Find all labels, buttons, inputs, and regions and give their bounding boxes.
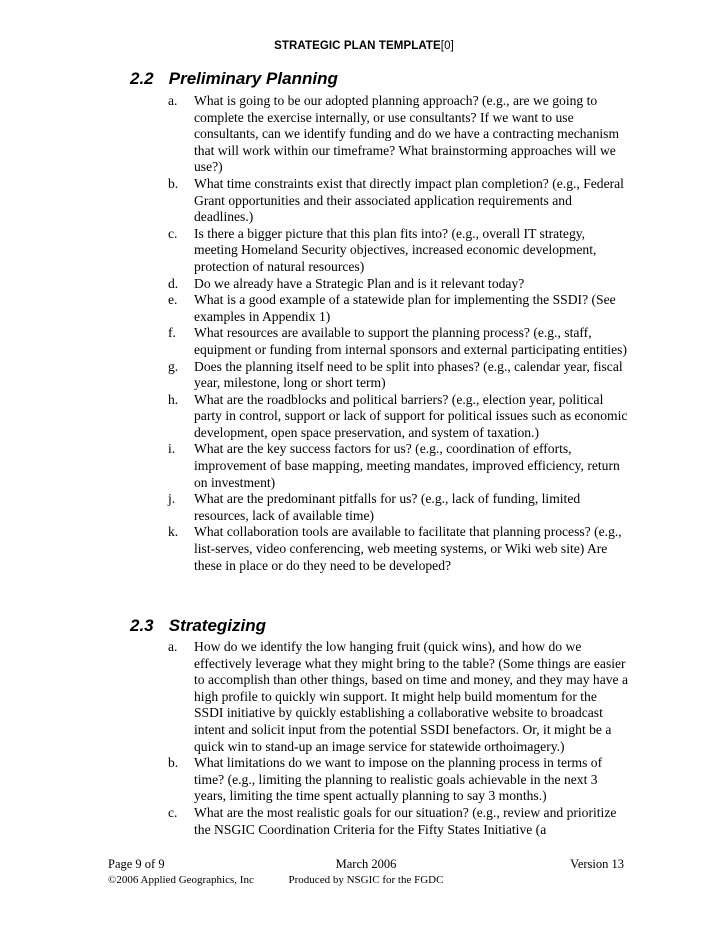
list-marker: f. xyxy=(168,325,176,341)
strategizing-list xyxy=(168,639,628,838)
list-marker: a. xyxy=(168,93,178,108)
list-marker: d. xyxy=(168,275,179,291)
list-item xyxy=(168,805,628,838)
list-item-text: What limitations do we want to impose on the planning process in terms of time? (e.g., limiting the planning to realistic goals achievable in the next 3 years, limiting the time spent actually planning to say 3 months.) xyxy=(194,755,603,804)
footer-date: March 2006 xyxy=(335,857,397,871)
list-item-text: What are the roadblocks and political barriers? (e.g., election year, political party in control, support or lack of support for political issues such as economic development, open space preservation, and system of taxation.) xyxy=(194,391,628,440)
list-marker: c. xyxy=(168,804,178,820)
section-heading-strategizing xyxy=(130,616,266,636)
list-item xyxy=(168,392,628,442)
list-item xyxy=(168,276,628,293)
list-item xyxy=(168,226,628,276)
list-item xyxy=(168,359,628,392)
list-marker: e. xyxy=(168,292,178,308)
list-marker: b. xyxy=(168,755,179,771)
list-item-text: Do we already have a Strategic Plan and is it relevant today? xyxy=(194,275,525,291)
list-item xyxy=(168,491,628,524)
list-item-text: What are the most realistic goals for our situation? (e.g., review and prioritize the NSGIC Coordination Criteria for the Fifty States Initiative (a xyxy=(194,804,617,837)
list-item-text: How do we identify the low hanging fruit (quick wins), and how do we effectively leverage what they might bring to the table? (Some things are easier to accomplish than other things, based on time and money, and they may have a high profile to quickly win support. It might help build momentum for the SSDI initiative by quickly establishing a collaborative website to broadcast intent and solicit input from the potential SSDI benefactors. Or, it might be a quick win to stand-up an image service for statewide orthoimagery.) xyxy=(194,639,629,754)
list-item xyxy=(168,325,628,358)
list-item-text: What collaboration tools are available to facilitate that planning process? (e.g., list-serves, video conferencing, web meeting systems, or Wiki web site) Are these in place or do they need to be developed? xyxy=(194,524,622,573)
section-number: 2.2 xyxy=(130,69,154,88)
footer-version: Version 13 xyxy=(570,857,624,871)
list-item xyxy=(168,524,628,574)
list-item xyxy=(168,93,628,176)
footer-page-number: Page 9 of 9 xyxy=(108,857,165,871)
list-marker: j. xyxy=(168,491,176,507)
list-item xyxy=(168,176,628,226)
list-item xyxy=(168,441,628,491)
header-tag: [0] xyxy=(440,40,454,52)
list-marker: c. xyxy=(168,225,178,241)
section-title: Preliminary Planning xyxy=(168,69,338,88)
section-number: 2.3 xyxy=(130,616,154,635)
list-item xyxy=(168,292,628,325)
list-marker: h. xyxy=(168,391,179,407)
section-heading-preliminary-planning xyxy=(130,69,338,89)
list-item-text: What is going to be our adopted planning approach? (e.g., are we going to complete the exercise internally, or use consultants? If we want to use consultants, can we identify funding and do we have a contracting mechanism that will work within our timeframe? What brainstorming approaches will we use?) xyxy=(194,93,620,175)
list-item-text: Does the planning itself need to be split into phases? (e.g., calendar year, fiscal year, milestone, long or short term) xyxy=(194,358,623,391)
list-item-text: Is there a bigger picture that this plan fits into? (e.g., overall IT strategy, meeting Homeland Security objectives, increased economic development, protection of natural resources) xyxy=(194,225,597,274)
list-item xyxy=(168,755,628,805)
list-marker: i. xyxy=(168,441,176,457)
list-item-text: What are the predominant pitfalls for us? (e.g., lack of funding, limited resources, lack of available time) xyxy=(194,491,581,523)
preliminary-planning-list xyxy=(168,93,628,574)
page-header xyxy=(0,40,728,52)
list-item-text: What time constraints exist that directly impact plan completion? (e.g., Federal Grant opportunities and their associated application requirements and deadlines.) xyxy=(194,175,624,225)
list-marker: g. xyxy=(168,358,179,374)
list-marker: b. xyxy=(168,175,179,191)
list-marker: a. xyxy=(168,639,178,654)
section-title: Strategizing xyxy=(168,616,267,635)
list-item-text: What is a good example of a statewide plan for implementing the SSDI? (See examples in Appendix 1) xyxy=(194,292,616,324)
footer-produced-by: Produced by NSGIC for the FGDC xyxy=(288,874,444,886)
list-item-text: What are the key success factors for us? (e.g., coordination of efforts, improvement of base mapping, meeting mandates, improved efficiency, return on investment) xyxy=(194,441,620,490)
list-marker: k. xyxy=(168,524,179,540)
footer-copyright: ©2006 Applied Geographics, Inc xyxy=(108,874,254,886)
list-item xyxy=(168,639,628,755)
header-title: STRATEGIC PLAN TEMPLATE xyxy=(274,40,441,52)
list-item-text: What resources are available to support the planning process? (e.g., staff, equipment or funding from internal sponsors and external participating entities) xyxy=(194,325,627,357)
